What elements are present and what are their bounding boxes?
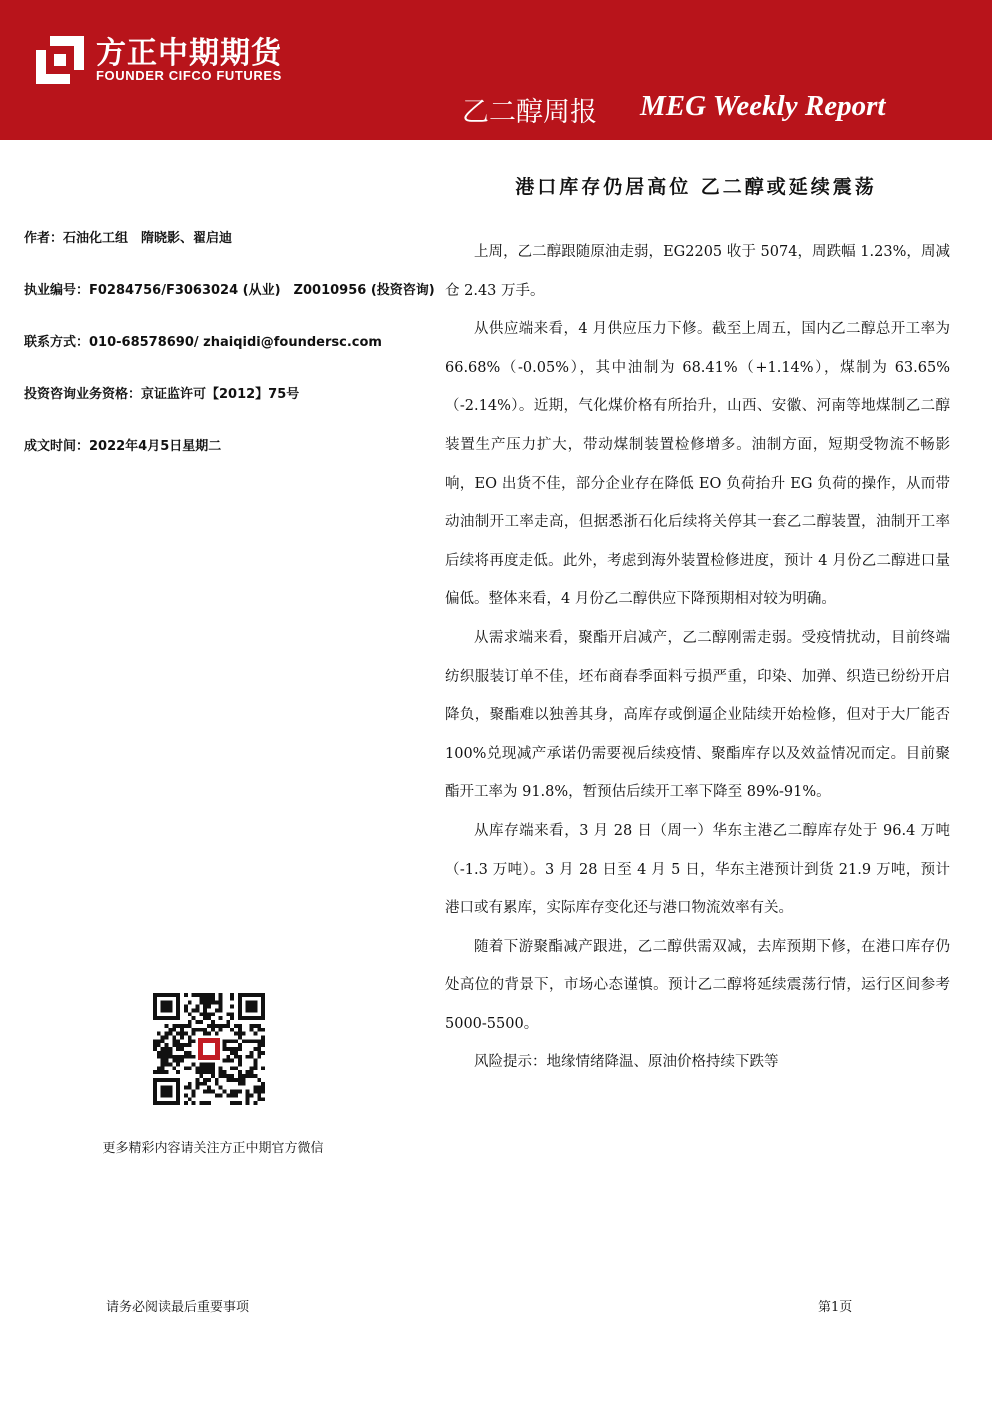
report-body xyxy=(445,233,950,1082)
paragraph-outlook: 随着下游聚酯减产跟进，乙二醇供需双减，去库预期下修，在港口库存仍处高位的背景下，市场心态谨慎。预计乙二醇将延续震荡行情，运行区间参考 5000-5500。 xyxy=(445,938,950,1032)
founder-logo-icon xyxy=(36,36,84,84)
page-number: 第1页 xyxy=(818,1300,853,1315)
headline: 港口库存仍居高位 乙二醇或延续震荡 xyxy=(515,176,877,198)
logo-text-cn: 方正中期期货 xyxy=(96,36,282,71)
qr-code-icon[interactable] xyxy=(153,993,265,1105)
author-line: 作者：石油化工组 隋晓影、翟启迪 xyxy=(24,231,233,246)
report-title-en: MEG Weekly Report xyxy=(640,90,886,122)
contact-line: 联系方式：010-68578690/ zhaiqidi@foundersc.com xyxy=(24,335,382,350)
paragraph-supply: 从供应端来看，4 月供应压力下修。截至上周五，国内乙二醇总开工率为 66.68%（-0.05%），其中油制为 68.41%（+1.14%），煤制为 63.65%（-2.14%）。近期，气化煤价格有所抬升，山西、安徽、河南等地煤制乙二醇装置生产压力扩大，带动煤制装置检修增多。油制方面，短期受物流不畅影响，EO 出货不佳，部分企业存在降低 EO 负荷抬升 EG 负荷的操作，从而带动油制开工率走高，但据悉浙石化后续将关停其一套乙二醇装置，油制开工率后续将再度走低。此外，考虑到海外装置检修进度，预计 4 月份乙二醇进口量偏低。整体来看，4 月份乙二醇供应下降预期相对较为明确。 xyxy=(445,321,950,608)
paragraph-inventory: 从库存端来看，3 月 28 日（周一）华东主港乙二醇库存处于 96.4 万吨（-1.3 万吨）。3 月 28 日至 4 月 5 日，华东主港预计到货 21.9 万吨，预计港口或有累库，实际库存变化还与港口物流效率有关。 xyxy=(445,822,950,917)
paragraph-market: 上周，乙二醇跟随原油走弱，EG2205 收于 5074，周跌幅 1.23%，周减仓 2.43 万手。 xyxy=(445,244,950,299)
qr-caption: 更多精彩内容请关注方正中期官方微信 xyxy=(102,1141,324,1156)
qualification-line: 投资咨询业务资格：京证监许可【2012】75号 xyxy=(24,387,300,402)
license-line: 执业编号：F0284756/F3063024 (从业) Z0010956 (投资咨询) xyxy=(24,283,435,298)
author-info xyxy=(24,230,444,490)
report-header xyxy=(0,0,992,140)
report-title-cn: 乙二醇周报 xyxy=(462,97,597,128)
paragraph-demand: 从需求端来看，聚酯开启减产，乙二醇刚需走弱。受疫情扰动，目前终端纺织服装订单不佳，坯布商春季面料亏损严重，印染、加弹、织造已纷纷开启降负，聚酯难以独善其身，高库存或倒逼企业陆续开始检修，但对于大厂能否 100%兑现减产承诺仍需要视后续疫情、聚酯库存以及效益情况而定。目前聚酯开工率为 91.8%，暂预估后续开工率下降至 89%-91%。 xyxy=(445,629,950,801)
footer-notice: 请务必阅读最后重要事项 xyxy=(106,1300,250,1315)
date-line: 成文时间：2022年4月5日星期二 xyxy=(24,439,222,454)
logo-text-en: FOUNDER CIFCO FUTURES xyxy=(96,68,282,83)
paragraph-risk: 风险提示：地缘情绪降温、原油价格持续下跌等 xyxy=(474,1054,779,1071)
